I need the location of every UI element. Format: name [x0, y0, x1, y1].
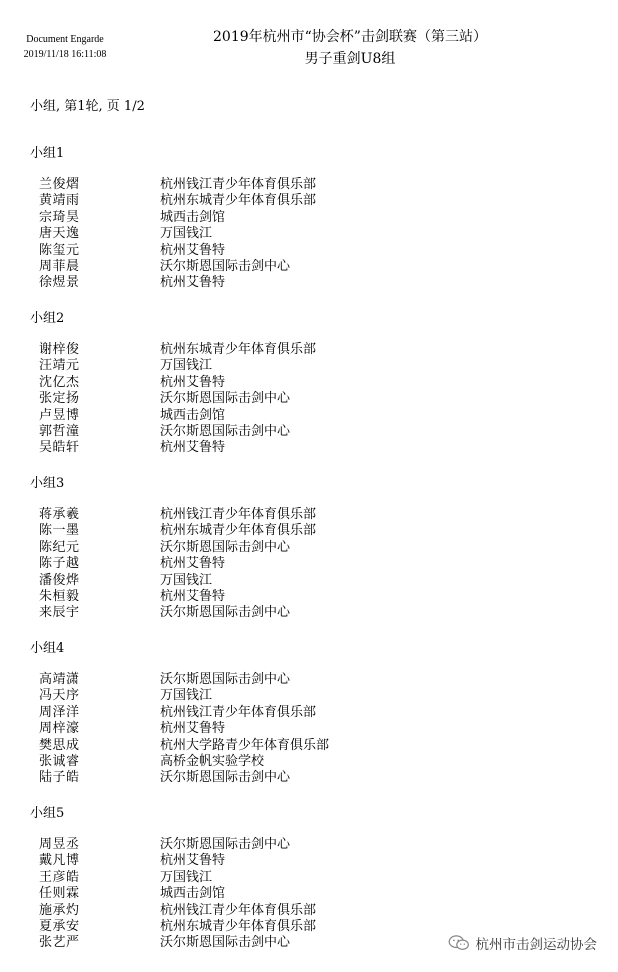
fencer-club: 沃尔斯恩国际击剑中心 [160, 672, 291, 687]
pool-title: 小组4 [30, 641, 65, 656]
fencer-name: 潘俊烨 [39, 572, 80, 588]
fencer-name: 夏承安 [39, 918, 80, 934]
fencer-club: 沃尔斯恩国际击剑中心 [160, 605, 291, 621]
fencer-club: 杭州东城青少年体育俱乐部 [160, 523, 317, 539]
fencer-row [30, 275, 590, 291]
fencer-club: 沃尔斯恩国际击剑中心 [160, 770, 291, 786]
print-datetime: 2019/11/18 16:11:08 [23, 49, 107, 60]
fencer-row [30, 342, 590, 358]
document-heading [150, 26, 550, 70]
fencer-row [30, 589, 590, 605]
fencer-club: 城西击剑馆 [160, 886, 226, 902]
fencer-name: 黄靖雨 [39, 193, 80, 209]
round-info: 小组, 第1轮, 页 1/2 [30, 99, 145, 114]
fencer-name: 冯天序 [39, 688, 80, 704]
fencer-club: 杭州大学路青少年体育俱乐部 [160, 737, 330, 753]
fencer-name: 郭哲潼 [39, 423, 80, 439]
fencer-name: 张定扬 [39, 391, 80, 407]
fencer-row [30, 210, 590, 226]
fencer-name: 张诚睿 [39, 753, 80, 769]
fencer-name: 陈纪元 [39, 539, 80, 555]
fencer-row [30, 705, 590, 721]
fencer-club: 杭州东城青少年体育俱乐部 [160, 918, 317, 934]
fencer-row [30, 837, 590, 853]
fencer-name: 谢梓俊 [39, 342, 80, 357]
fencer-row [30, 193, 590, 209]
pool-group [30, 145, 590, 310]
fencer-row [30, 556, 590, 572]
fencer-club: 万国钱江 [160, 226, 213, 242]
fencer-row [30, 358, 590, 374]
fencer-name: 兰俊熠 [39, 177, 80, 192]
fencer-club: 杭州艾鲁特 [160, 275, 226, 291]
fencer-name: 徐煜景 [39, 275, 80, 291]
pool-group [30, 475, 590, 640]
fencer-club: 杭州艾鲁特 [160, 556, 226, 572]
fencer-row [30, 391, 590, 407]
pool-title: 小组5 [30, 806, 65, 821]
fencer-name: 施承灼 [39, 902, 80, 918]
fencer-club: 杭州艾鲁特 [160, 588, 226, 604]
fencer-club: 万国钱江 [160, 572, 213, 588]
software-name: Document Engarde [26, 34, 104, 45]
document-meta [10, 32, 120, 62]
pool-title: 小组3 [30, 476, 65, 491]
fencer-row [30, 424, 590, 440]
fencer-name: 唐天逸 [39, 226, 80, 242]
fencer-club: 杭州钱江青少年体育俱乐部 [160, 902, 317, 918]
fencer-club: 城西击剑馆 [160, 407, 226, 423]
fencer-name: 高靖潇 [39, 672, 80, 687]
fencer-club: 沃尔斯恩国际击剑中心 [160, 391, 291, 407]
fencer-row [30, 754, 590, 770]
fencer-name: 周泽洋 [39, 704, 80, 720]
fencer-row [30, 375, 590, 391]
fencer-name: 王彦皓 [39, 869, 80, 885]
fencer-row [30, 440, 590, 456]
fencer-club: 沃尔斯恩国际击剑中心 [160, 935, 291, 951]
fencer-name: 任则霖 [39, 886, 80, 902]
fencer-row [30, 870, 590, 886]
fencer-row [30, 672, 590, 688]
fencer-name: 周梓濠 [39, 721, 80, 737]
fencer-row [30, 507, 590, 523]
fencer-name: 周菲晨 [39, 258, 80, 274]
fencer-club: 杭州东城青少年体育俱乐部 [160, 342, 317, 357]
fencer-club: 杭州艾鲁特 [160, 721, 226, 737]
fencer-club: 高桥金帆实验学校 [160, 753, 265, 769]
wechat-icon [448, 935, 470, 951]
pool-group [30, 640, 590, 805]
pool-title: 小组2 [30, 311, 65, 326]
fencer-row [30, 540, 590, 556]
fencer-row [30, 226, 590, 242]
fencer-name: 戴凡博 [39, 853, 80, 869]
fencer-row [30, 903, 590, 919]
fencer-name: 樊思成 [39, 737, 80, 753]
pool-members [30, 672, 590, 787]
fencer-row [30, 770, 590, 786]
fencer-name: 陈一墨 [39, 523, 80, 539]
fencer-club: 万国钱江 [160, 688, 213, 704]
pool-members [30, 342, 590, 457]
fencer-name: 陆子皓 [39, 770, 80, 786]
fencer-row [30, 688, 590, 704]
fencer-name: 周昱丞 [39, 837, 80, 852]
fencer-club: 城西击剑馆 [160, 209, 226, 225]
fencer-row [30, 408, 590, 424]
fencer-club: 杭州艾鲁特 [160, 374, 226, 390]
fencer-name: 朱桓毅 [39, 588, 80, 604]
fencer-row [30, 523, 590, 539]
event-title: 2019年杭州市“协会杯”击剑联赛（第三站） [213, 29, 487, 45]
fencer-row [30, 853, 590, 869]
fencer-club: 杭州艾鲁特 [160, 242, 226, 258]
fencer-club: 沃尔斯恩国际击剑中心 [160, 539, 291, 555]
fencer-club: 杭州艾鲁特 [160, 853, 226, 869]
fencer-club: 沃尔斯恩国际击剑中心 [160, 837, 291, 852]
fencer-club: 杭州钱江青少年体育俱乐部 [160, 177, 317, 192]
event-subtitle: 男子重剑U8组 [304, 51, 396, 67]
fencer-club: 杭州东城青少年体育俱乐部 [160, 193, 317, 209]
pool-group [30, 310, 590, 475]
fencer-club: 沃尔斯恩国际击剑中心 [160, 258, 291, 274]
fencer-row [30, 259, 590, 275]
fencer-name: 吴皓轩 [39, 440, 80, 456]
fencer-name: 汪靖元 [39, 358, 80, 374]
fencer-row [30, 721, 590, 737]
pool-title: 小组1 [30, 146, 65, 161]
fencer-row [30, 177, 590, 193]
fencer-name: 陈玺元 [39, 242, 80, 258]
fencer-name: 卢昱博 [39, 407, 80, 423]
fencer-club: 沃尔斯恩国际击剑中心 [160, 423, 291, 439]
fencer-club: 杭州钱江青少年体育俱乐部 [160, 704, 317, 720]
fencer-row [30, 738, 590, 754]
fencer-name: 陈子越 [39, 556, 80, 572]
pool-members [30, 177, 590, 292]
fencer-club: 万国钱江 [160, 358, 213, 374]
fencer-name: 宗琦昊 [39, 209, 80, 225]
fencer-name: 沈亿杰 [39, 374, 80, 390]
fencer-row [30, 605, 590, 621]
fencer-club: 杭州艾鲁特 [160, 440, 226, 456]
fencer-row [30, 243, 590, 259]
pool-list [30, 145, 590, 970]
watermark-text: 杭州市击剑运动协会 [475, 937, 597, 953]
fencer-club: 杭州钱江青少年体育俱乐部 [160, 507, 317, 522]
fencer-name: 来辰宇 [39, 605, 80, 621]
watermark [445, 932, 601, 954]
pool-members [30, 507, 590, 622]
fencer-row [30, 886, 590, 902]
fencer-name: 张艺严 [39, 935, 80, 951]
fencer-club: 万国钱江 [160, 869, 213, 885]
fencer-name: 蒋承羲 [39, 507, 80, 522]
fencer-row [30, 573, 590, 589]
